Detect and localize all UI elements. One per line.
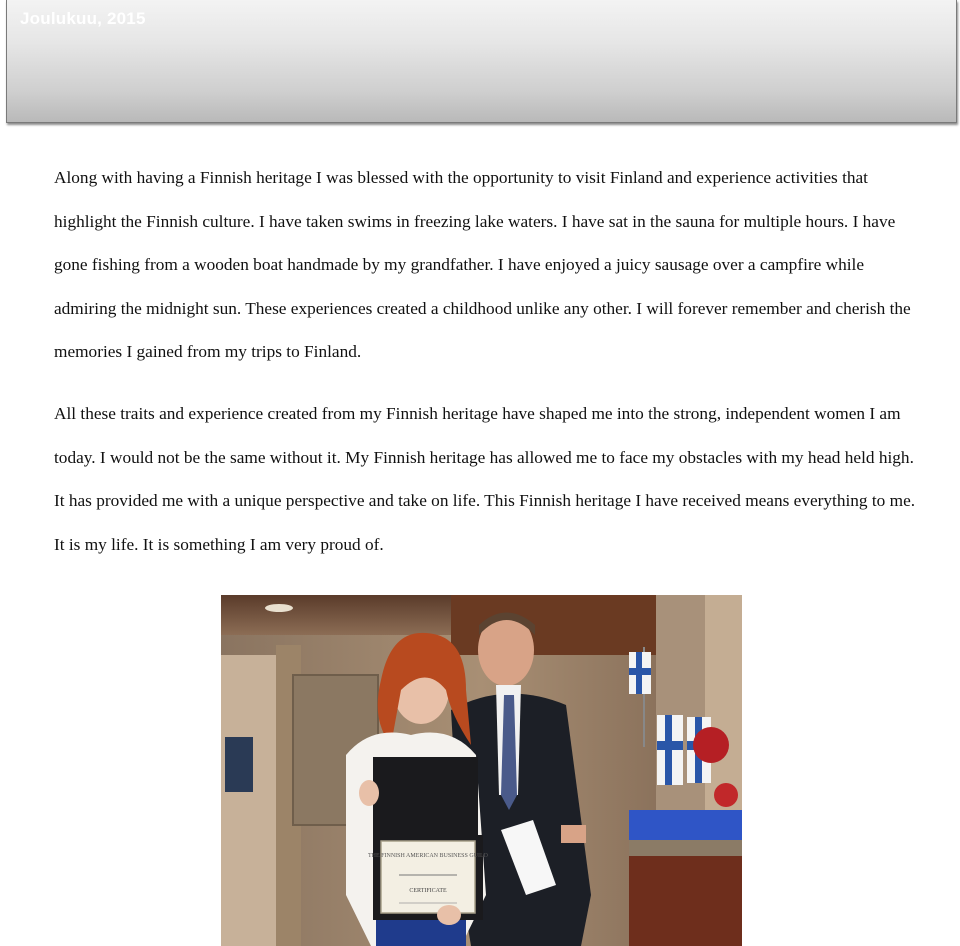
award-photo (221, 595, 742, 946)
paragraph-1: Along with having a Finnish heritage I was blessed with the opportunity to visit Finland and experience activities that highlight the Finnish culture. I have taken swims in freezing lake waters. I have sat in the sauna for multiple hours. I have gone fishing from a wooden boat handmade by my grandfather. I have enjoyed a juicy sausage over a campfire while admiring the midnight sun. These experiences created a childhood unlike any other. I will forever remember and cherish the memories I gained from my trips to Finland. (54, 168, 911, 361)
header-title: Joulukuu, 2015 (20, 9, 146, 28)
paragraph-2: All these traits and experience created from my Finnish heritage have shaped me into the strong, independent women I am today. I would not be the same without it. My Finnish heritage has allowed me to face my obstacles with my head held high. It has provided me with a unique perspective and take on life. This Finnish heritage I have received means everything to me. It is my life. It is something I am very proud of. (54, 404, 916, 554)
header-banner (6, 0, 957, 123)
certificate-label: CERTIFICATE (409, 888, 447, 894)
certificate-heading: THE FINNISH AMERICAN BUSINESS GUILD (367, 853, 489, 859)
award-photo-illustration (221, 595, 742, 946)
